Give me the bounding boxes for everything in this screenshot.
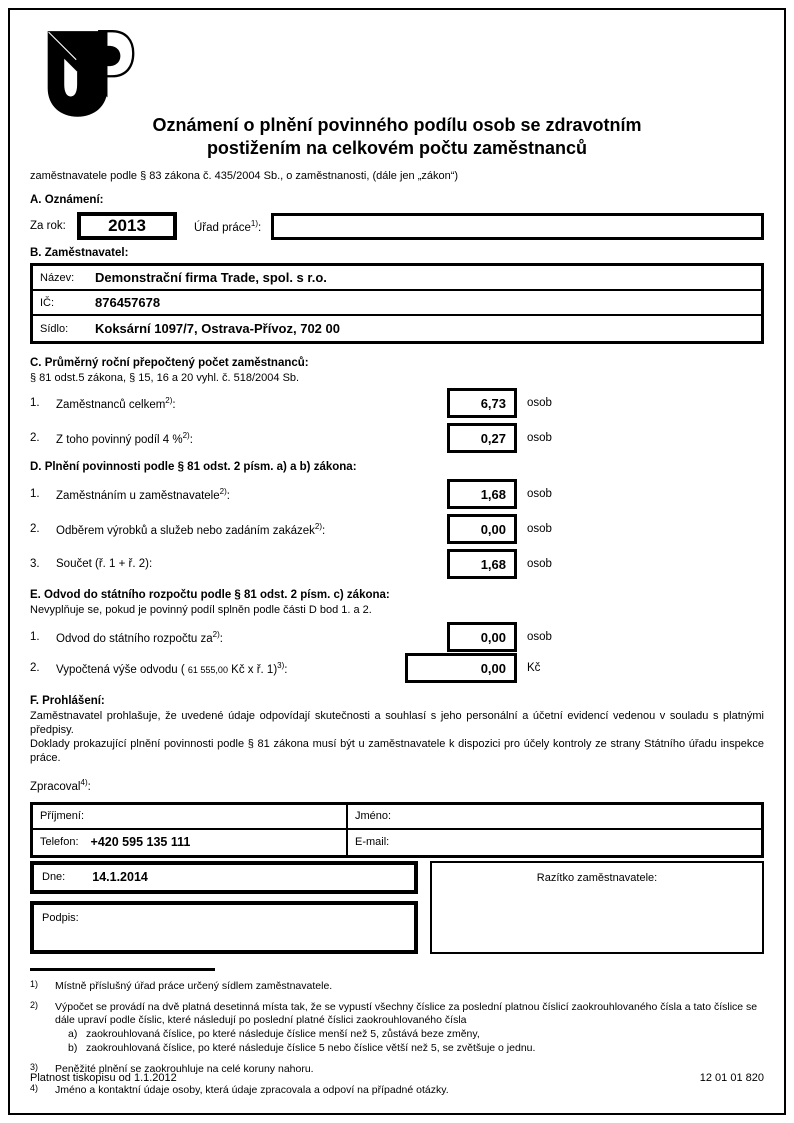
value-box-e2[interactable]: 0,00 — [405, 653, 517, 683]
sidlo-label: Sídlo: — [40, 322, 69, 335]
value-box-d1[interactable]: 1,68 — [447, 479, 517, 509]
razitko-label: Razítko zaměstnavatele: — [536, 871, 658, 884]
footnote-3: 3) Peněžité plnění se zaokrouhluje na celé koruny nahoru. — [30, 1061, 314, 1075]
telefon-label: Telefon: — [40, 836, 79, 849]
prijmeni-label: Příjmení: — [40, 810, 85, 823]
ic-field[interactable]: 876457678 — [95, 295, 161, 310]
ic-label: IČ: — [40, 296, 55, 309]
footnote-1: 1) Místně příslušný úřad práce určený sídlem zaměstnavatele. — [30, 978, 333, 992]
row-e2-label: Vypočtená výše odvodu ( 61 555,00 Kč x ř. 1)$^{3)}$: — [56, 660, 288, 676]
page-footer — [30, 1072, 764, 1084]
urad-prace-label: Úřad práce$^{1)}$: — [194, 218, 262, 234]
row-c2-number: 2. — [30, 432, 40, 444]
row-d2-label: Odběrem výrobků a služeb nebo zadáním zakázek$^{2)}$: — [56, 521, 326, 537]
row-d1-label: Zaměstnáním u zaměstnavatele$^{2)}$: — [56, 486, 230, 502]
unit-c1: osob — [527, 397, 552, 409]
row-c2-label: Z toho povinný podíl 4 %$^{2)}$: — [56, 430, 193, 446]
declaration-paragraph-1: Zaměstnavatel prohlašuje, že uvedené údaje odpovídají skutečnosti a souhlasí s jeho personální a účetní evidencí vedenou v souladu s platnými předpisy. — [30, 710, 764, 736]
employer-table — [30, 263, 764, 344]
unit-d2: osob — [527, 523, 552, 535]
row-e1-label: Odvod do státního rozpočtu $za^{2)}$: — [56, 629, 223, 645]
stamp-box[interactable] — [430, 861, 764, 954]
row-c1-label: Zaměstnanců celkem$^{2)}$: — [56, 395, 176, 411]
zpracoval-label: Zpracoval$^{4)}$: — [30, 778, 91, 793]
nazev-field[interactable]: Demonstrační firma Trade, spol. s r.o. — [95, 270, 327, 285]
row-e2 — [30, 653, 764, 683]
section-b-heading: B. Zaměstnavatel: — [30, 247, 129, 259]
telefon-field[interactable]: +420 595 135 111 — [90, 835, 191, 850]
row-c1-number: 1. — [30, 397, 40, 409]
section-a-heading: A. Oznámení: — [30, 194, 104, 206]
footnote-2a: a) zaokrouhlovaná číslice, po které následuje číslice menší než 5, zůstává beze změny, — [68, 1027, 480, 1040]
row-d2-number: 2. — [30, 523, 40, 535]
section-e-subheading: Nevyplňuje se, pokud je povinný podíl splněn podle části D bod 1. a 2. — [30, 604, 372, 616]
row-d3-label: Součet (ř. 1 + ř. 2): — [56, 558, 153, 570]
value-box-c1[interactable]: 6,73 — [447, 388, 517, 418]
form-validity-note: Platnost tiskopisu od 1.1.2012 — [30, 1072, 177, 1084]
section-a-row — [30, 212, 764, 240]
nazev-label: Název: — [40, 271, 75, 284]
signature-area — [30, 861, 764, 954]
table-row-ic — [33, 291, 761, 316]
row-e1 — [30, 622, 764, 652]
row-e1-number: 1. — [30, 631, 40, 643]
jmeno-cell[interactable] — [348, 805, 761, 828]
email-label: E-mail: — [355, 836, 390, 849]
form-subtitle: zaměstnavatele podle § 83 zákona č. 435/2004 Sb., o zaměstnanosti, (dále jen „zákon“) — [30, 170, 459, 182]
dne-field[interactable]: 14.1.2014 — [92, 870, 148, 885]
signature-box[interactable] — [30, 901, 418, 954]
jmeno-label: Jméno: — [355, 810, 392, 823]
section-d-heading: D. Plnění povinnosti podle § 81 odst. 2 písm. a) a b) zákona: — [30, 461, 357, 473]
form-title-line1: Oznámení o plnění povinného podílu osob se zdravotním — [152, 115, 642, 135]
contact-row-1 — [33, 805, 761, 830]
row-d3 — [30, 549, 764, 579]
footnote-2b: b) zaokrouhlovaná číslice, po které následuje číslice 5 nebo číslice větší než 5, se zvětšuje o jednu. — [68, 1041, 536, 1054]
value-box-d2[interactable]: 0,00 — [447, 514, 517, 544]
footnote-2: 2) Výpočet se provádí na dvě platná desetinná místa tak, že se vypustí všechny číslice za poslední platnou číslicí zaokrouhlovaného čísla a tato číslice se dále upraví podle číslic, které následují po poslední platné číslici zaokrouhlovaného čísla a) zaokrouhlovaná číslice, po které následuje číslice menší než 5, zůstává beze změny, b) zaokrouhlovaná číslice, po které následuje číslice 5 nebo číslice větší než 5, se zvětšuje o jednu. — [30, 1001, 764, 1055]
unit-c2: osob — [527, 432, 552, 444]
form-title — [30, 0, 764, 160]
value-box-d3[interactable]: 1,68 — [447, 549, 517, 579]
unit-e2: Kč — [527, 662, 541, 674]
row-e2-number: 2. — [30, 662, 40, 674]
form-title-line2: postižením na celkovém počtu zaměstnanců — [206, 138, 588, 158]
email-cell[interactable] — [348, 830, 761, 855]
form-code: 12 01 01 820 — [699, 1072, 764, 1084]
podpis-label: Podpis: — [42, 911, 79, 924]
za-rok-label: Za rok: — [30, 220, 66, 232]
row-d2 — [30, 514, 764, 544]
prijmeni-cell[interactable] — [33, 805, 348, 828]
unit-d3: osob — [527, 558, 552, 570]
footnote-separator — [30, 968, 215, 971]
value-box-c2[interactable]: 0,27 — [447, 423, 517, 453]
table-row-sidlo — [33, 316, 761, 341]
section-f-heading: F. Prohlášení: — [30, 695, 105, 707]
contact-table — [30, 802, 764, 858]
telefon-cell[interactable] — [33, 830, 348, 855]
value-box-e1[interactable]: 0,00 — [447, 622, 517, 652]
year-field[interactable]: 2013 — [77, 212, 177, 240]
row-d1-number: 1. — [30, 488, 40, 500]
urad-prace-footnote-ref: 1) — [250, 218, 259, 228]
footnote-4: 4) Jméno a kontaktní údaje osoby, která údaje zpracovala a odpoví na případné otázky. — [30, 1082, 449, 1096]
sidlo-field[interactable]: Koksární 1097/7, Ostrava-Přívoz, 702 00 — [95, 321, 340, 336]
row-c2 — [30, 423, 764, 453]
date-box[interactable] — [30, 861, 418, 894]
unit-e1: osob — [527, 631, 552, 643]
declaration-paragraph-2: Doklady prokazující plnění povinnosti podle § 81 zákona musí být u zaměstnavatele k dispozici pro účely kontroly ze strany Státního úřadu inspekce práce. — [30, 738, 764, 764]
contact-row-2 — [33, 830, 761, 855]
row-d1 — [30, 479, 764, 509]
section-c-heading: C. Průměrný roční přepočtený počet zaměstnanců: — [30, 357, 309, 369]
unit-d1: osob — [527, 488, 552, 500]
table-row-nazev — [33, 266, 761, 291]
section-c-subheading: § 81 odst.5 zákona, § 15, 16 a 20 vyhl. č. 518/2004 Sb. — [30, 372, 300, 384]
urad-prace-field[interactable] — [271, 213, 764, 240]
section-e-heading: E. Odvod do státního rozpočtu podle § 81 odst. 2 písm. c) zákona: — [30, 589, 390, 601]
row-d3-number: 3. — [30, 558, 40, 570]
dne-label: Dne: — [42, 871, 66, 884]
signature-left-column — [30, 861, 418, 954]
row-c1 — [30, 388, 764, 418]
